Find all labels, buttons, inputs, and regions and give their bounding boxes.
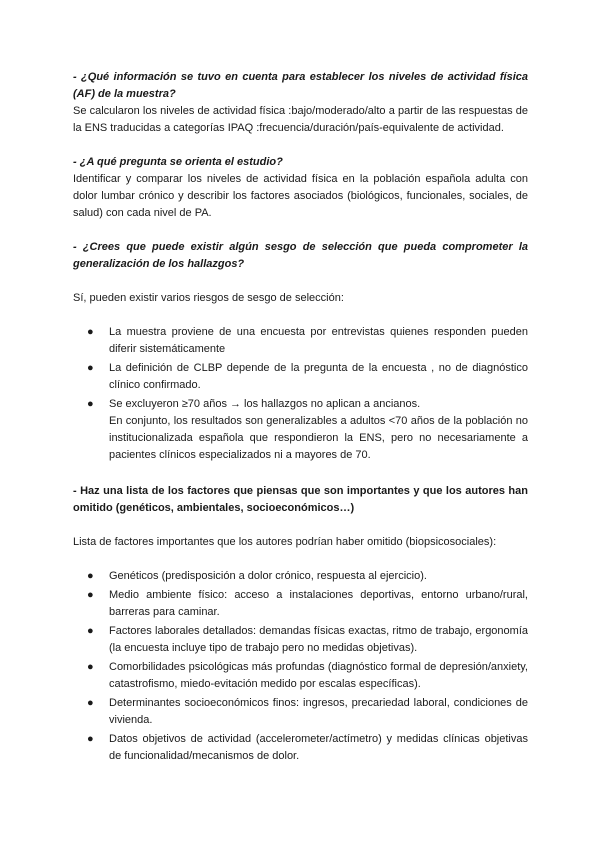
list-item-text: Comorbilidades psicológicas más profundas (diagnóstico formal de depresión/anxiety, catastrofismo, miedo-evitación medido por escalas específicas). [109,661,528,690]
list-item-text: Medio ambiente físico: acceso a instalaciones deportivas, entorno urbano/rural, barreras para caminar. [109,589,528,618]
bullet-icon: ● [87,697,94,709]
question-4: - Haz una lista de los factores que piensas que son importantes y que los autores han omitido (genéticos, ambientales, socioeconómicos…) [73,485,528,514]
answer-1: Se calcularon los niveles de actividad física :bajo/moderado/alto a partir de las respuestas de la ENS traducidas a categorías IPAQ :frecuencia/duración/país-equivalente de actividad. [73,105,528,134]
bullet-icon: ● [87,398,94,410]
list-item [73,695,528,729]
list-item-text: Factores laborales detallados: demandas físicas exactas, ritmo de trabajo, ergonomía (la encuesta incluye tipo de trabajo pero no medidas objetivas). [109,625,528,654]
list-item [73,623,528,657]
question-2: - ¿A qué pregunta se orienta el estudio? [73,156,283,168]
list-item [73,587,528,621]
intro-4: Lista de factores importantes que los autores podrían haber omitido (biopsicosociales): [73,536,497,548]
bullet-icon: ● [87,661,94,673]
list-item [73,324,528,358]
list-item-text: Genéticos (predisposición a dolor crónico, respuesta al ejercicio). [109,570,427,582]
bullet-icon: ● [87,326,94,338]
question-1: - ¿Qué información se tuvo en cuenta para establecer los niveles de actividad física (AF) de la muestra? [73,71,528,100]
bullet-icon: ● [87,625,94,637]
list-item [73,659,528,693]
intro-3: Sí, pueden existir varios riesgos de sesgo de selección: [73,292,344,304]
bullet-icon: ● [87,362,94,374]
list-item-text: Determinantes socioeconómicos finos: ingresos, precariedad laboral, condiciones de vivienda. [109,697,528,726]
list-item [73,568,528,585]
list-item-text: Datos objetivos de actividad (accelerometer/actímetro) y medidas clínicas objetivas de funcionalidad/mecanismos de dolor. [109,733,528,762]
conclusion-text: En conjunto, los resultados son generalizables a adultos <70 años de la población no institucionalizada española que respondieron la ENS, pero no necesariamente a pacientes clínicos especializados ni a mayores de 70. [109,415,528,461]
document-content [73,69,528,767]
list-item [73,396,528,464]
list-item [73,731,528,765]
list-item-text: Se excluyeron ≥70 años → los hallazgos no aplican a ancianos. [109,398,421,410]
bullet-icon: ● [87,733,94,745]
answer-2: Identificar y comparar los niveles de actividad física en la población española adulta con dolor lumbar crónico y describir los factores asociados (biológicos, funcionales, sociales, de salud) con cada nivel de PA. [73,173,528,219]
question-3: - ¿Crees que puede existir algún sesgo de selección que pueda comprometer la generalización de los hallazgos? [73,241,528,270]
list-item [73,360,528,394]
factors-list [73,568,528,765]
bullet-icon: ● [87,570,94,582]
list-item-text: La definición de CLBP depende de la pregunta de la encuesta , no de diagnóstico clínico confirmado. [109,362,528,391]
list-item-text: La muestra proviene de una encuesta por entrevistas quienes responden pueden diferir sistemáticamente [109,326,528,355]
bias-list [73,324,528,464]
bullet-icon: ● [87,589,94,601]
